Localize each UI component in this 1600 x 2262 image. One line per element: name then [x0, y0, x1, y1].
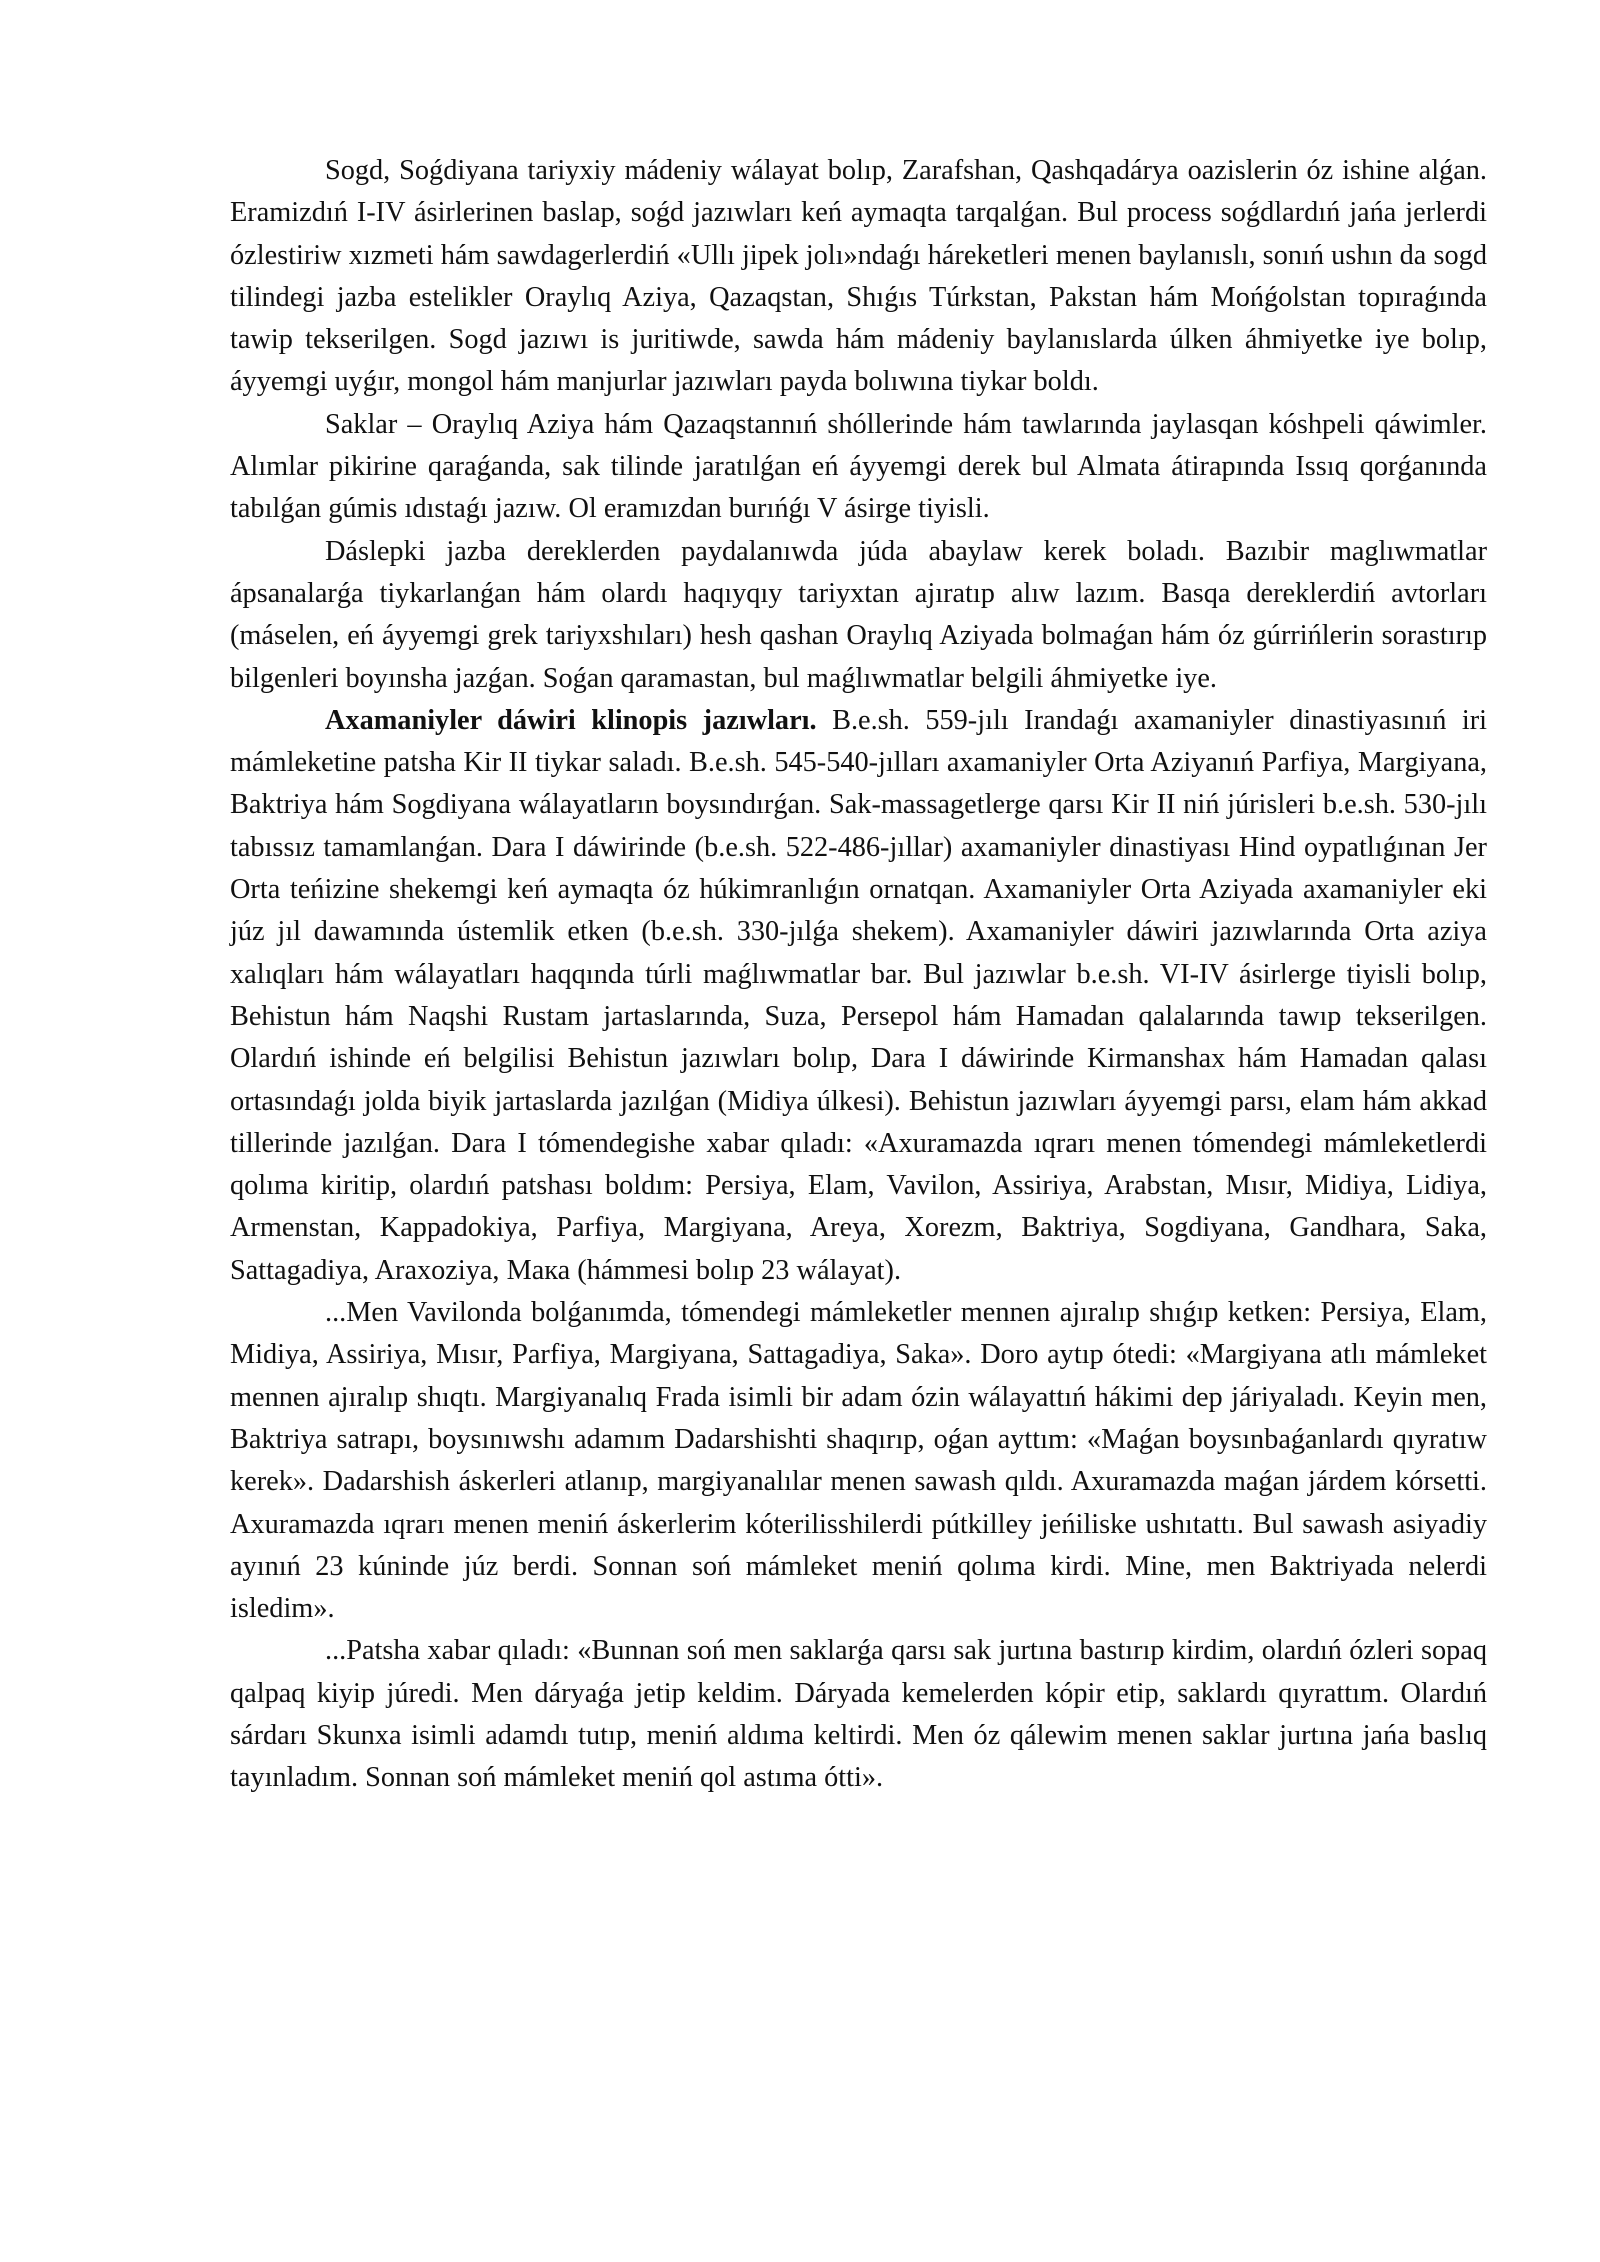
- paragraph-text: Dáslepki jazba dereklerden paydalanıwda júda abaylaw kerek boladı. Bazıbir maglıwmatlar ápsanalarǵa tiykarlanǵan hám olardı haqıyqıy tariyxtan ajıratıp alıw lazım. Basqa dereklerdiń avtorları (máselen, eń áyyemgi grek tariyxshıları) hesh qashan Oraylıq Aziyada bolmaǵan hám óz gúrrińlerin sorastırıp bilgenleri boyınsha jazǵan. Soǵan qaramastan, bul maǵlıwmatlar belgili áhmiyetke iye.: [230, 535, 1487, 694]
- paragraph-sogd: [230, 150, 1487, 404]
- paragraph-text: ...Patsha xabar qıladı: «Bunnan soń men saklarǵa qarsı sak jurtına bastırıp kirdim, olardıń ózleri sopaq qalpaq kiyip júredi. Men dáryaǵa jetip keldim. Dáryada kemelerden kópir etip, saklardı qıyrattım. Olardıń sárdarı Skunxa isimli adamdı tutıp, meniń aldıma keltirdi. Men óz qálewim menen saklar jurtına jańa baslıq tayınladım. Sonnan soń mámleket meniń qol astıma ótti».: [230, 1635, 1487, 1794]
- paragraph-text: Saklar – Oraylıq Aziya hám Qazaqstannıń shóllerinde hám tawlarında jaylasqan kóshpeli qáwimler. Alımlar pikirine qaraǵanda, sak tilinde jaratılǵan eń áyyemgi derek bul Almata átirapında Issıq qorǵanında tabılǵan gúmis ıdıstaǵı jazıw. Ol eramızdan burıńǵı V ásirge tiyisli.: [230, 408, 1487, 525]
- paragraph-text: ...Men Vavilonda bolǵanımda, tómendegi mámleketler mennen ajıralıp shıǵıp ketken: Persiya, Elam, Midiya, Assiriya, Mısır, Parfiya, Margiyana, Sattagadiya, Saka». Doro aytıp ótedi: «Margiyana atlı mámleket mennen ajıralıp shıqtı. Margiyanalıq Frada isimli bir adam ózin wálayattıń hákimi dep járiyaladı. Keyin men, Baktriya satrapı, boysınıwshı adamım Dadarshishti shaqırıp, oǵan ayttım: «Maǵan boysınbaǵanlardı qıyratıw kerek». Dadarshish áskerleri atlanıp, margiyanalılar menen sawash qıldı. Axuramazda maǵan járdem kórsetti. Axuramazda ıqrarı menen meniń áskerlerim kóterilisshilerdi pútkilley jeńiliske ushıtattı. Bul sawash asiyadiy ayınıń 23 kúninde júz berdi. Sonnan soń mámleket meniń qolıma kirdi. Mine, men Baktriyada nelerdi isledim».: [230, 1297, 1487, 1625]
- paragraph-saklar: [230, 404, 1487, 531]
- paragraph-babylon: [230, 1292, 1487, 1630]
- document-page: [230, 150, 1487, 1800]
- paragraph-text: B.e.sh. 559-jılı Irandaǵı axamaniyler dinastiyasınıń iri mámleketine patsha Kir II tiykar saladı. B.e.sh. 545-540-jılları axamaniyler Orta Aziyanıń Parfiya, Margiyana, Baktriya hám Sogdiyana wálayatların boysındırǵan. Sak-massagetlerge qarsı Kir II niń júrisleri b.e.sh. 530-jılı tabıssız tamamlanǵan. Dara I dáwirinde (b.e.sh. 522-486-jıllar) axamaniyler dinastiyası Hind oypatlıǵınan Jer Orta teńizine shekemgi keń aymaqta óz húkimranlıǵın ornatqan. Axamaniyler Orta Aziyada axamaniyler eki júz jıl dawamında ústemlik etken (b.e.sh. 330-jılǵa shekem). Axamaniyler dáwiri jazıwlarında Orta aziya xalıqları hám wálayatları haqqında túrli maǵlıwmatlar bar. Bul jazıwlar b.e.sh. VI-IV ásirlerge tiyisli bolıp, Behistun hám Naqshi Rustam jartaslarında, Suza, Persepol hám Hamadan qalalarında tawıp tekserilgen. Olardıń ishinde eń belgilisi Behistun jazıwları bolıp, Dara I dáwirinde Kirmanshax hám Hamadan qalası ortasındaǵı jolda biyik jartaslarda jazılǵan (Midiya úlkesi). Behistun jazıwları áyyemgi parsı, elam hám akkad tillerinde jazılǵan. Dara I tómendegishe xabar qıladı: «Axuramazda ıqrarı menen tómendegi mámleketlerdi qolıma kiritip, olardıń patshası boldım: Persiya, Elam, Vavilon, Assiriya, Arabstan, Mısır, Midiya, Lidiya, Armenstan, Kappadokiya, Parfiya, Margiyana, Areya, Xorezm, Baktriya, Sogdiyana, Gandhara, Saka, Sattagadiya, Araxoziya, Maка (hámmesi bolıp 23 wálayat).: [230, 704, 1488, 1286]
- paragraph-achaemenid: [230, 700, 1487, 1292]
- paragraph-saka-campaign: [230, 1630, 1487, 1799]
- section-heading: Axamaniyler dáwiri klinopis jazıwları.: [325, 704, 817, 736]
- paragraph-text: Sogd, Soǵdiyana tariyxiy mádeniy wálayat bolıp, Zarafshan, Qashqadárya oazislerin óz ishine alǵan. Eramizdıń I-IV ásirlerinen baslap, soǵd jazıwları keń aymaqta tarqalǵan. Bul process soǵdlardıń jańa jerlerdi ózlestiriw xızmeti hám sawdagerlerdiń «Ullı jipek jolı»ndaǵı háreketleri menen baylanıslı, sonıń ushın da sogd tilindegi jazba estelikler Oraylıq Aziya, Qazaqstan, Shıǵıs Túrkstan, Pakstan hám Mońǵolstan topıraǵında tawip tekserilgen. Sogd jazıwı is juritiwde, sawda hám mádeniy baylanıslarda úlken áhmiyetke iye bolıp, áyyemgi uyǵır, mongol hám manjurlar jazıwları payda bolıwına tiykar boldı.: [230, 155, 1487, 398]
- paragraph-sources: [230, 531, 1487, 700]
